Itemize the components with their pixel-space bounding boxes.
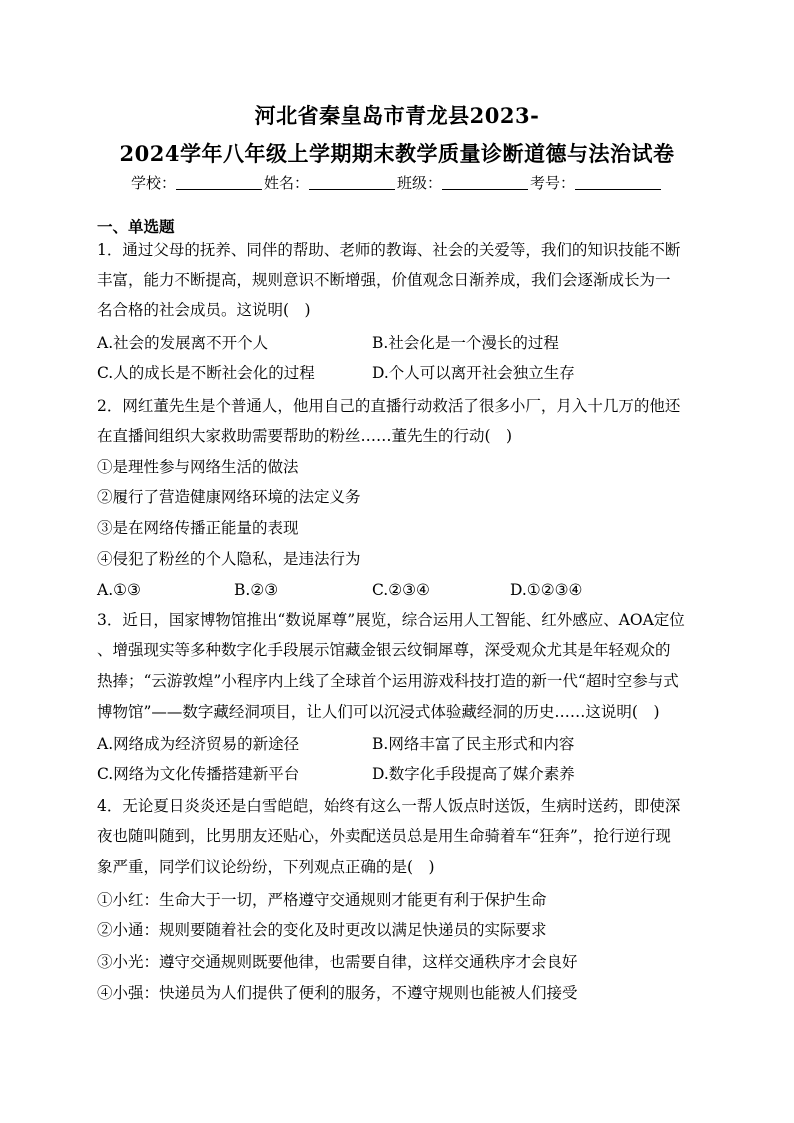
class-blank xyxy=(442,175,528,190)
name-label: 姓名： xyxy=(263,174,309,192)
student-info-row xyxy=(0,172,794,193)
q2-option-c: C.②③④ xyxy=(372,581,430,599)
q2-option-d: D.①②③④ xyxy=(510,581,583,599)
class-label: 班级： xyxy=(397,174,443,192)
q1-option-a: A.社会的发展离不开个人 xyxy=(97,334,269,352)
q4-item-3: ③小光：遵守交通规则既要他律，也需要自律，这样交通秩序才会良好 xyxy=(97,953,578,971)
q1-option-b: B.社会化是一个漫长的过程 xyxy=(372,334,559,352)
q3-option-c: C.网络为文化传播搭建新平台 xyxy=(97,765,300,783)
q2-line-2: 在直播间组织大家救助需要帮助的粉丝……董先生的行动( ) xyxy=(97,427,513,445)
school-blank xyxy=(176,175,262,190)
q4-line-2: 夜也随叫随到，比男朋友还贴心，外卖配送员总是用生命骑着车“狂奔”，抢行逆行现 xyxy=(97,827,671,845)
q4-line-3: 象严重，同学们议论纷纷，下列观点正确的是( ) xyxy=(97,858,435,876)
q2-item-1: ①是理性参与网络生活的做法 xyxy=(97,458,299,476)
title-line-2: 2024学年八年级上学期期末教学质量诊断道德与法治试卷 xyxy=(119,141,675,166)
exam-no-label: 考号： xyxy=(530,174,576,192)
q2-item-3: ③是在网络传播正能量的表现 xyxy=(97,519,299,537)
q2-item-2: ②履行了营造健康网络环境的法定义务 xyxy=(97,488,361,506)
q3-option-a: A.网络成为经济贸易的新途径 xyxy=(97,735,300,753)
q1-option-c: C.人的成长是不断社会化的过程 xyxy=(97,364,315,382)
q3-line-2: 、增强现实等多种数字化手段展示馆藏金银云纹铜犀尊，深受观众尤其是年轻观众的 xyxy=(97,641,671,659)
school-label: 学校： xyxy=(130,174,176,192)
section-heading: 一、单选题 xyxy=(97,217,175,236)
q2-option-b: B.②③ xyxy=(234,581,279,599)
name-blank xyxy=(309,175,395,190)
q3-option-b: B.网络丰富了民主形式和内容 xyxy=(372,735,575,753)
q3-line-4: 博物馆”——数字藏经洞项目，让人们可以沉浸式体验藏经洞的历史……这说明( ) xyxy=(97,703,660,721)
q4-item-4: ④小强：快递员为人们提供了便利的服务，不遵守规则也能被人们接受 xyxy=(97,984,578,1002)
q1-option-d: D.个人可以离开社会独立生存 xyxy=(372,364,575,382)
q4-item-2: ②小通：规则要随着社会的变化及时更改以满足快递员的实际要求 xyxy=(97,921,547,939)
q4-line-1: 4．无论夏日炎炎还是白雪皑皑，始终有这么一帮人饭点时送饭，生病时送药，即使深 xyxy=(97,797,681,815)
exam-no-blank xyxy=(575,175,661,190)
q2-option-a: A.①③ xyxy=(97,581,141,599)
q1-line-1: 1．通过父母的抚养、同伴的帮助、老师的教诲、社会的关爱等，我们的知识技能不断 xyxy=(97,241,681,259)
q2-item-4: ④侵犯了粉丝的个人隐私，是违法行为 xyxy=(97,550,361,568)
q2-line-1: 2．网红董先生是个普通人，他用自己的直播行动救活了很多小厂，月入十几万的他还 xyxy=(97,397,681,415)
q3-option-d: D.数字化手段提高了媒介素养 xyxy=(372,765,575,783)
q1-line-2: 丰富，能力不断提高，规则意识不断增强，价值观念日渐养成，我们会逐渐成长为一 xyxy=(97,271,671,289)
q3-line-3: 热捧；“云游敦煌”小程序内上线了全球首个运用游戏科技打造的新一代“超时空参与式 xyxy=(97,672,679,690)
q3-line-1: 3．近日，国家博物馆推出“数说犀尊”展览，综合运用人工智能、红外感应、AOA定位 xyxy=(97,611,685,629)
title-line-1: 河北省秦皇岛市青龙县2023- xyxy=(254,103,540,128)
q4-item-1: ①小红：生命大于一切，严格遵守交通规则才能更有利于保护生命 xyxy=(97,891,547,909)
q1-line-3: 名合格的社会成员。这说明( ) xyxy=(97,301,311,319)
